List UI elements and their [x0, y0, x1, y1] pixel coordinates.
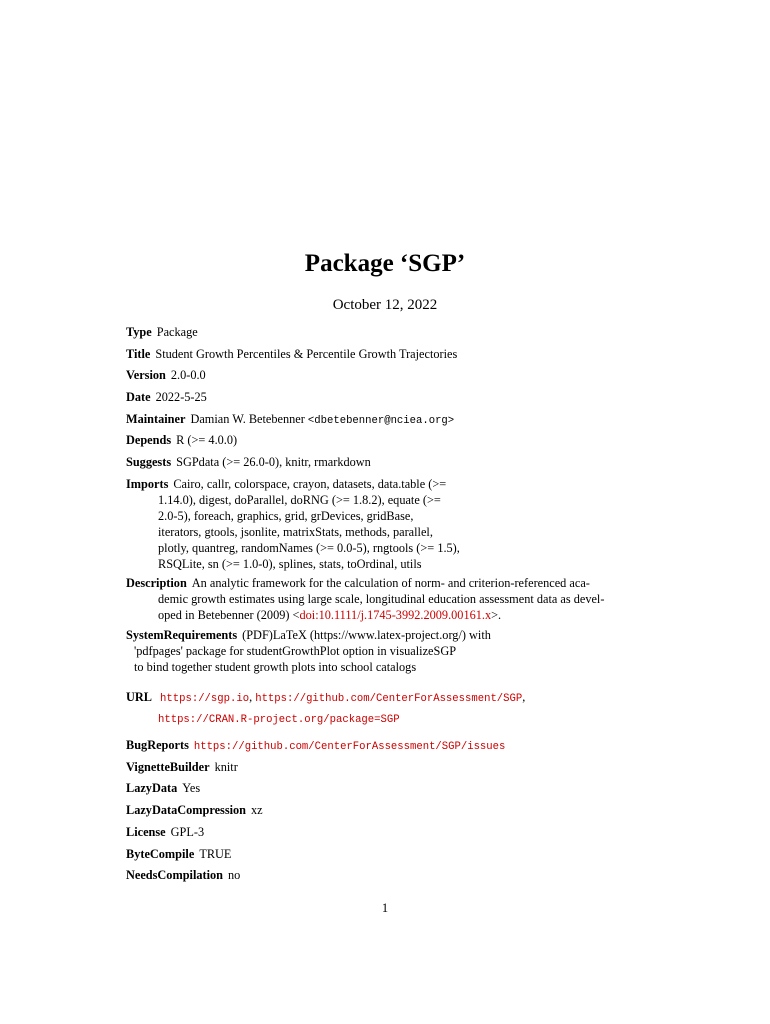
field-key: Imports [126, 477, 169, 491]
field-key: Date [126, 390, 151, 404]
field-lazydatacompression [126, 802, 626, 818]
field-license [126, 824, 626, 840]
field-date [126, 389, 626, 405]
imports-line: plotly, quantreg, randomNames (>= 0.0-5), rngtools (>= 1.5), [158, 541, 460, 555]
field-lazydata [126, 780, 626, 796]
field-key: Type [126, 325, 152, 339]
field-key: Description [126, 576, 187, 590]
field-value: 2022-5-25 [155, 390, 207, 404]
imports-line: 2.0-5), foreach, graphics, grid, grDevices, gridBase, [158, 509, 414, 523]
field-value: Package [156, 325, 198, 339]
field-key: Title [126, 347, 151, 361]
field-value: Student Growth Percentiles & Percentile Growth Trajectories [155, 347, 458, 361]
field-title [126, 346, 626, 362]
bugreports-link[interactable]: https://github.com/CenterForAssessment/SGP/issues [193, 741, 506, 753]
field-key: License [126, 825, 166, 839]
url-link[interactable]: https://github.com/CenterForAssessment/SGP [255, 693, 523, 705]
description-line: An analytic framework for the calculation of norm- and criterion-referenced aca- [191, 576, 590, 590]
field-system-requirements [126, 627, 626, 675]
field-key: NeedsCompilation [126, 868, 224, 882]
imports-line: iterators, gtools, jsonlite, matrixStats, methods, parallel, [158, 525, 433, 539]
page-number: 1 [381, 901, 389, 915]
field-key: Maintainer [126, 412, 186, 426]
description-text: >. [491, 608, 502, 622]
field-type [126, 324, 626, 340]
field-key: Version [126, 368, 166, 382]
url-link[interactable]: https://sgp.io [160, 693, 250, 705]
field-value: knitr [214, 760, 238, 774]
field-value: Yes [182, 781, 201, 795]
field-value: 2.0-0.0 [170, 368, 206, 382]
field-bugreports [126, 737, 626, 755]
description-text: oped in Betebenner (2009) < [158, 608, 300, 622]
package-date: October 12, 2022 [332, 297, 438, 313]
field-value: SGPdata (>= 26.0-0), knitr, rmarkdown [176, 455, 371, 469]
field-description [126, 575, 646, 623]
field-key: BugReports [126, 738, 189, 752]
field-key: LazyDataCompression [126, 803, 247, 817]
field-key: ByteCompile [126, 847, 195, 861]
imports-line: 1.14.0), digest, doParallel, doRNG (>= 1.8.2), equate (>= [158, 493, 441, 507]
field-key: URL [126, 690, 152, 704]
sysreq-line: to bind together student growth plots into school catalogs [134, 660, 417, 674]
field-value: xz [251, 803, 263, 817]
url-separator: , [522, 690, 526, 704]
field-key: LazyData [126, 781, 178, 795]
url-link[interactable]: https://CRAN.R-project.org/package=SGP [158, 714, 400, 726]
field-version [126, 367, 626, 383]
field-key: VignetteBuilder [126, 760, 210, 774]
field-key: Suggests [126, 455, 172, 469]
field-imports [126, 476, 626, 572]
imports-line: RSQLite, sn (>= 1.0-0), splines, stats, toOrdinal, utils [158, 557, 422, 571]
sysreq-line: (PDF)LaTeX (https://www.latex-project.org/) with [242, 628, 491, 642]
field-suggests [126, 454, 626, 470]
field-value: R (>= 4.0.0) [176, 433, 238, 447]
maintainer-email: <dbetebenner@nciea.org> [307, 415, 455, 427]
maintainer-name: Damian W. Betebenner [190, 412, 305, 426]
field-bytecompile [126, 846, 626, 862]
field-url [126, 687, 626, 731]
description-line: demic growth estimates using large scale, longitudinal education assessment data as devel- [158, 592, 605, 606]
field-depends [126, 432, 626, 448]
field-value: TRUE [199, 847, 232, 861]
url-separator: , [249, 690, 256, 704]
sysreq-line: 'pdfpages' package for studentGrowthPlot option in visualizeSGP [134, 644, 457, 658]
field-vignettebuilder [126, 759, 626, 775]
imports-line: Cairo, callr, colorspace, crayon, datasets, data.table (>= [173, 477, 447, 491]
description-line3 [126, 607, 646, 623]
field-maintainer [126, 411, 626, 429]
field-key: SystemRequirements [126, 628, 238, 642]
field-value: no [228, 868, 241, 882]
package-title: Package ‘SGP’ [304, 250, 466, 277]
field-needscompilation [126, 867, 626, 883]
doi-link[interactable]: doi:10.1111/j.1745-3992.2009.00161.x [299, 608, 492, 622]
field-key: Depends [126, 433, 172, 447]
field-value: GPL-3 [170, 825, 205, 839]
